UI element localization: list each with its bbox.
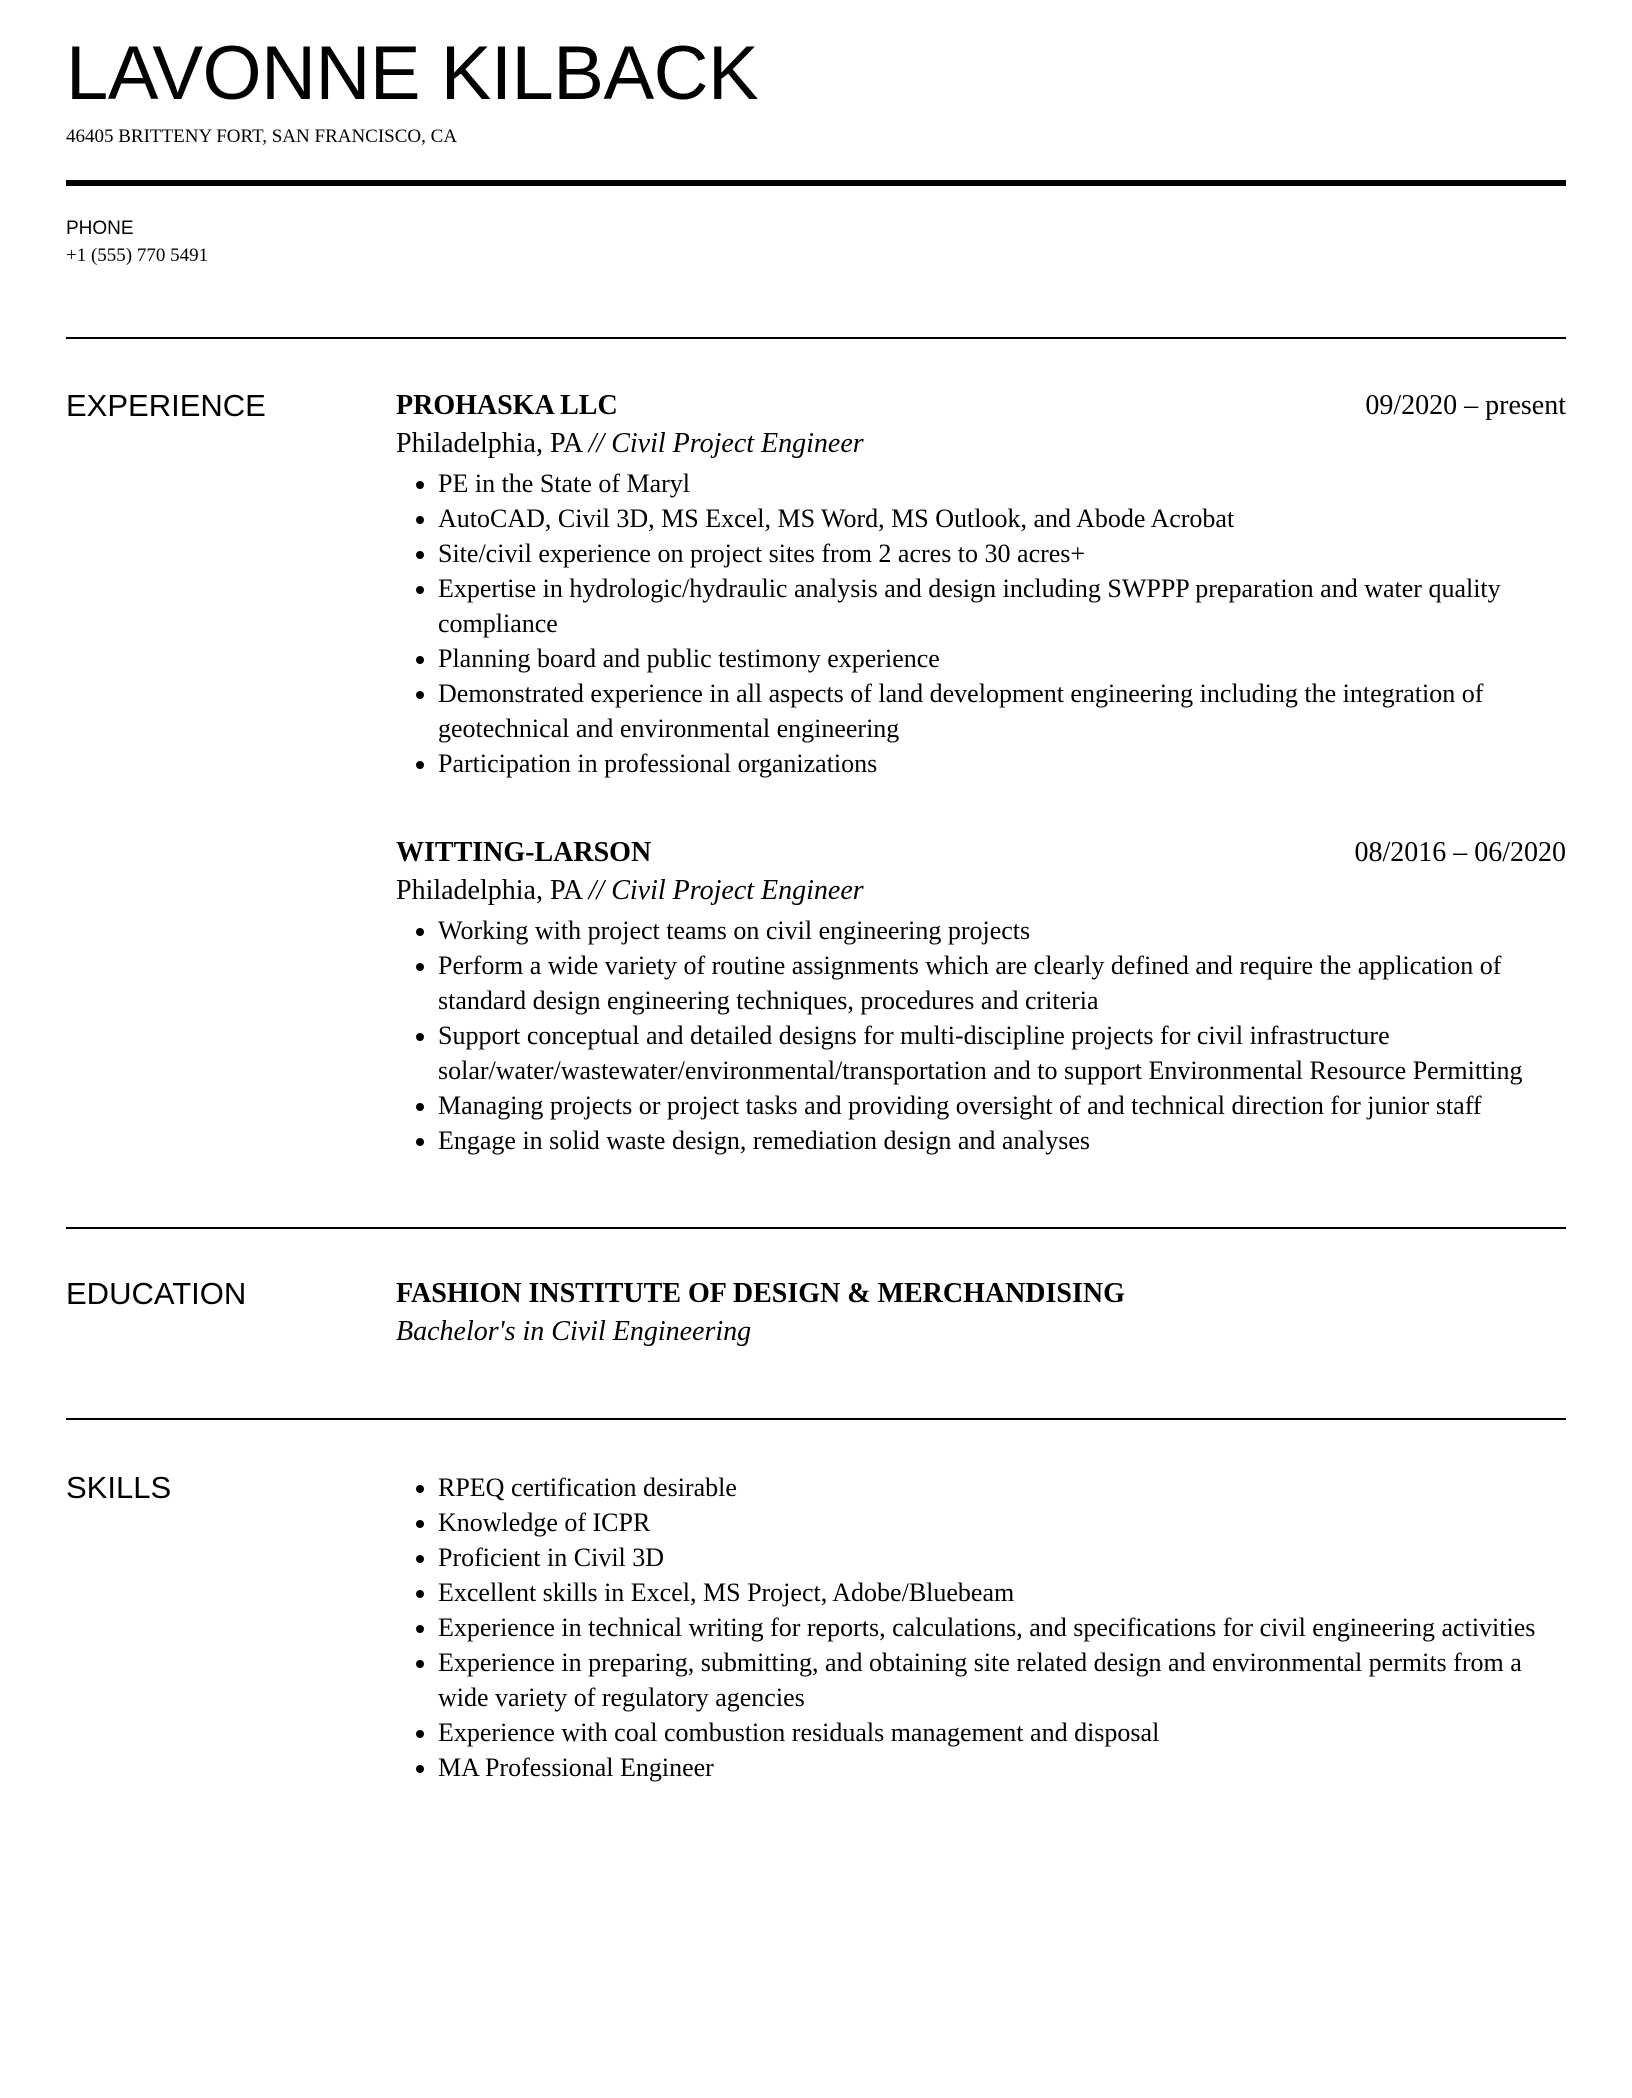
candidate-name: LAVONNE KILBACK	[66, 31, 759, 116]
job-bullet: • PE in the State of Maryl	[438, 466, 1566, 501]
experience-section	[66, 388, 1566, 1158]
company-name: PROHASKA LLC	[396, 389, 618, 421]
job-entry	[396, 835, 1566, 1158]
skill-item: • Excellent skills in Excel, MS Project, Adobe/Bluebeam	[438, 1575, 1566, 1610]
skill-item: • Proficient in Civil 3D	[438, 1540, 1566, 1575]
education-title: EDUCATION	[66, 1275, 247, 1311]
job-bullet: • Demonstrated experience in all aspects of land development engineering including the integration of geotechnical and environmental engineering	[438, 676, 1566, 746]
skill-item: • RPEQ certification desirable	[438, 1470, 1566, 1505]
job-bullets	[396, 466, 1566, 781]
job-separator: //	[588, 874, 605, 906]
skill-item: • Experience in technical writing for reports, calculations, and specifications for civil engineering activities	[438, 1610, 1566, 1645]
job-bullet: • Engage in solid waste design, remediation design and analyses	[438, 1123, 1566, 1158]
job-bullet: • Expertise in hydrologic/hydraulic analysis and design including SWPPP preparation and water quality compliance	[438, 571, 1566, 641]
job-header	[396, 388, 1566, 424]
skill-item: • MA Professional Engineer	[438, 1750, 1566, 1785]
job-bullet: • Planning board and public testimony experience	[438, 641, 1566, 676]
job-bullet: • Perform a wide variety of routine assignments which are clearly defined and require the application of standard design engineering techniques, procedures and criteria	[438, 948, 1566, 1018]
company-name: WITTING-LARSON	[396, 836, 652, 868]
job-bullet: • Working with project teams on civil engineering projects	[438, 913, 1566, 948]
job-location: Philadelphia, PA	[396, 874, 582, 906]
skills-body	[396, 1470, 1566, 1785]
job-subline	[396, 871, 1566, 911]
job-bullet: • Participation in professional organizations	[438, 746, 1566, 781]
job-role: Civil Project Engineer	[611, 427, 864, 459]
skills-list	[396, 1470, 1566, 1785]
skill-item: • Knowledge of ICPR	[438, 1505, 1566, 1540]
job-bullet: • Managing projects or project tasks and providing oversight of and technical direction for junior staff	[438, 1088, 1566, 1123]
job-dates: 08/2016 – 06/2020	[1354, 836, 1566, 868]
job-subline	[396, 424, 1566, 464]
job-role: Civil Project Engineer	[611, 874, 864, 906]
skill-item: • Experience in preparing, submitting, and obtaining site related design and environmental permits from a wide variety of regulatory agencies	[438, 1645, 1566, 1715]
section-divider	[66, 1227, 1566, 1229]
degree-name: Bachelor's in Civil Engineering	[396, 1315, 752, 1347]
job-bullet: • Support conceptual and detailed designs for multi-discipline projects for civil infrastructure solar/water/wastewater/environmental/transportation and to support Environmental Resource Permitting	[438, 1018, 1566, 1088]
job-bullet: • AutoCAD, Civil 3D, MS Excel, MS Word, MS Outlook, and Abode Acrobat	[438, 501, 1566, 536]
section-divider	[66, 337, 1566, 339]
phone-label: PHONE	[66, 217, 134, 239]
school-name: FASHION INSTITUTE OF DESIGN & MERCHANDISING	[396, 1277, 1125, 1309]
phone-value: +1 (555) 770 5491	[66, 244, 209, 266]
contact-block	[66, 186, 1566, 297]
experience-title: EXPERIENCE	[66, 387, 266, 423]
skills-section	[66, 1470, 1566, 1785]
education-section	[66, 1276, 1566, 1352]
skills-title: SKILLS	[66, 1469, 172, 1505]
section-divider	[66, 1418, 1566, 1420]
skill-item: • Experience with coal combustion residuals management and disposal	[438, 1715, 1566, 1750]
job-dates: 09/2020 – present	[1365, 389, 1566, 421]
job-separator: //	[588, 427, 605, 459]
job-entry	[396, 388, 1566, 781]
job-bullets	[396, 913, 1566, 1158]
job-header	[396, 835, 1566, 871]
education-body	[396, 1276, 1566, 1352]
job-bullet: • Site/civil experience on project sites from 2 acres to 30 acres+	[438, 536, 1566, 571]
candidate-address: 46405 BRITTENY FORT, SAN FRANCISCO, CA	[66, 126, 458, 147]
experience-body	[396, 388, 1566, 1158]
job-location: Philadelphia, PA	[396, 427, 582, 459]
